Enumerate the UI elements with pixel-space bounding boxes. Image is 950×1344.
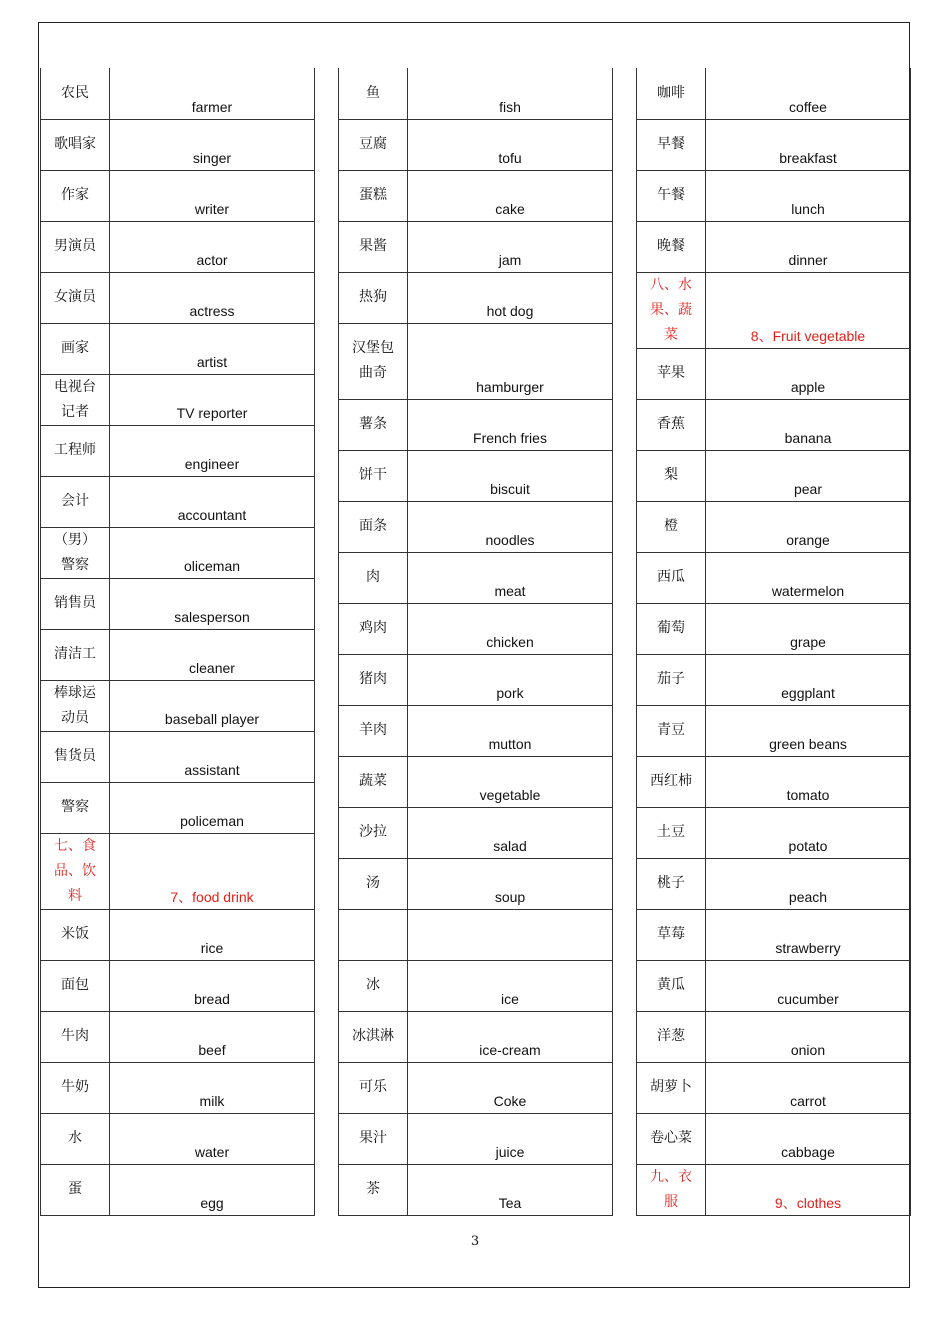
chinese-term	[41, 782, 110, 833]
chinese-term	[41, 731, 110, 782]
chinese-term	[41, 221, 110, 272]
table-row	[637, 68, 911, 119]
chinese-term-text: 女演员	[54, 289, 96, 305]
english-term: rice	[110, 909, 315, 960]
english-term: breakfast	[706, 119, 911, 170]
chinese-term	[339, 705, 408, 756]
table-row	[339, 960, 613, 1011]
chinese-term	[41, 680, 110, 731]
chinese-term	[339, 450, 408, 501]
vocab-table-3	[636, 68, 911, 1216]
chinese-term	[339, 170, 408, 221]
chinese-term-text: 豆腐	[359, 136, 387, 152]
table-row	[41, 680, 315, 731]
table-row	[339, 450, 613, 501]
chinese-term-text: 西红柿	[650, 773, 692, 789]
table-row	[339, 603, 613, 654]
english-term: actress	[110, 272, 315, 323]
english-term: ice	[408, 960, 613, 1011]
chinese-term	[637, 807, 706, 858]
chinese-term-text: 九、衣服	[650, 1168, 692, 1210]
english-term: lunch	[706, 170, 911, 221]
table-row	[339, 399, 613, 450]
chinese-term	[339, 399, 408, 450]
chinese-term-text: 售货员	[54, 748, 96, 764]
chinese-term	[637, 603, 706, 654]
chinese-term-text: 男演员	[54, 238, 96, 254]
table-row	[339, 501, 613, 552]
chinese-term-text: 饼干	[359, 467, 387, 483]
chinese-term	[41, 323, 110, 374]
chinese-term	[637, 1164, 706, 1215]
chinese-term	[637, 450, 706, 501]
chinese-term-text: 鸡肉	[359, 620, 387, 636]
chinese-term	[637, 552, 706, 603]
chinese-term	[339, 909, 408, 960]
chinese-term-text: 卷心菜	[650, 1130, 692, 1146]
chinese-term	[637, 119, 706, 170]
table-row	[339, 654, 613, 705]
table-row	[339, 68, 613, 119]
chinese-term	[339, 1164, 408, 1215]
english-term: vegetable	[408, 756, 613, 807]
chinese-term	[339, 68, 408, 119]
table-row	[637, 501, 911, 552]
chinese-term-text: 面条	[359, 518, 387, 534]
chinese-term-text: 咖啡	[657, 84, 685, 101]
chinese-term-text: 茄子	[657, 671, 685, 687]
chinese-term	[339, 807, 408, 858]
english-term: mutton	[408, 705, 613, 756]
chinese-term	[41, 1113, 110, 1164]
table-row	[637, 170, 911, 221]
english-term: cucumber	[706, 960, 911, 1011]
chinese-term	[637, 399, 706, 450]
table-row	[339, 705, 613, 756]
english-term: cabbage	[706, 1113, 911, 1164]
english-term: potato	[706, 807, 911, 858]
chinese-term-text: 米饭	[61, 926, 89, 942]
chinese-term-text: 午餐	[657, 187, 685, 203]
table-row	[637, 1113, 911, 1164]
english-term: cleaner	[110, 629, 315, 680]
english-term: soup	[408, 858, 613, 909]
english-term: onion	[706, 1011, 911, 1062]
chinese-term	[41, 425, 110, 476]
english-term: 9、clothes	[706, 1164, 911, 1215]
table-row	[339, 1062, 613, 1113]
chinese-term-text: 棒球运动员	[54, 684, 96, 726]
english-term: fish	[408, 68, 613, 119]
table-row	[637, 705, 911, 756]
chinese-term	[41, 1011, 110, 1062]
chinese-term-text: 冰	[366, 977, 380, 993]
english-term: ice-cream	[408, 1011, 613, 1062]
chinese-term-text: 茶	[366, 1181, 380, 1197]
chinese-term-text: 电视台记者	[54, 378, 96, 420]
table-row	[41, 782, 315, 833]
table-row	[41, 960, 315, 1011]
table-row	[41, 221, 315, 272]
english-term: French fries	[408, 399, 613, 450]
table-row	[41, 1113, 315, 1164]
english-term: actor	[110, 221, 315, 272]
table-row	[41, 1062, 315, 1113]
table-row	[637, 119, 911, 170]
chinese-term	[637, 170, 706, 221]
chinese-term	[637, 756, 706, 807]
chinese-term	[637, 654, 706, 705]
table-row	[637, 909, 911, 960]
chinese-term	[41, 1062, 110, 1113]
table-row	[41, 374, 315, 425]
english-term: egg	[110, 1164, 315, 1215]
chinese-term-text: 歌唱家	[54, 136, 96, 152]
chinese-term	[41, 68, 110, 119]
table-row	[339, 221, 613, 272]
table-row	[339, 170, 613, 221]
chinese-term	[637, 858, 706, 909]
table-row	[339, 1164, 613, 1215]
chinese-term	[339, 272, 408, 323]
english-term: writer	[110, 170, 315, 221]
chinese-term-text: 葡萄	[657, 620, 685, 636]
chinese-term-text: 薯条	[359, 416, 387, 432]
chinese-term-text: 土豆	[657, 824, 685, 840]
english-term: peach	[706, 858, 911, 909]
table-row	[339, 272, 613, 323]
english-term: carrot	[706, 1062, 911, 1113]
chinese-term-text: 洋葱	[657, 1028, 685, 1044]
chinese-term	[339, 1011, 408, 1062]
english-term: farmer	[110, 68, 315, 119]
vocab-table-1	[40, 68, 315, 1216]
chinese-term-text: 橙	[664, 518, 678, 534]
chinese-term	[637, 1113, 706, 1164]
chinese-term	[637, 705, 706, 756]
english-term: accountant	[110, 476, 315, 527]
english-term: watermelon	[706, 552, 911, 603]
vocab-table-2	[338, 68, 613, 1216]
chinese-term	[339, 603, 408, 654]
english-term: TV reporter	[110, 374, 315, 425]
english-term: tomato	[706, 756, 911, 807]
english-term: banana	[706, 399, 911, 450]
chinese-term-text: 黄瓜	[657, 977, 685, 993]
chinese-term	[41, 909, 110, 960]
chinese-term-text: 果酱	[359, 238, 387, 254]
chinese-term	[339, 221, 408, 272]
english-term: pork	[408, 654, 613, 705]
chinese-term-text: 胡萝卜	[650, 1079, 692, 1095]
table-row	[41, 170, 315, 221]
chinese-term-text: 猪肉	[359, 671, 387, 687]
chinese-term-text: 蛋糕	[359, 187, 387, 203]
chinese-term-text: 汉堡包 曲奇	[352, 340, 394, 381]
chinese-term	[41, 629, 110, 680]
table-row	[339, 552, 613, 603]
table-row	[41, 272, 315, 323]
chinese-term	[41, 527, 110, 578]
english-term: coffee	[706, 68, 911, 119]
chinese-term	[41, 272, 110, 323]
chinese-term-text: 青豆	[657, 722, 685, 738]
english-term: chicken	[408, 603, 613, 654]
english-term: pear	[706, 450, 911, 501]
table-row	[339, 1011, 613, 1062]
chinese-term-text: 鱼	[366, 84, 380, 101]
table-row	[41, 629, 315, 680]
table-row	[339, 323, 613, 399]
chinese-term	[339, 1062, 408, 1113]
english-term: noodles	[408, 501, 613, 552]
english-term: baseball player	[110, 680, 315, 731]
chinese-term-text: 水	[68, 1130, 82, 1146]
chinese-term	[41, 374, 110, 425]
table-row	[637, 1062, 911, 1113]
chinese-term-text: 热狗	[359, 289, 387, 305]
chinese-term	[637, 960, 706, 1011]
table-row	[339, 807, 613, 858]
chinese-term-text: 蛋	[68, 1181, 82, 1197]
chinese-term-text: 七、食品、饮料	[54, 837, 96, 904]
chinese-term-text: 销售员	[54, 595, 96, 611]
english-term: singer	[110, 119, 315, 170]
chinese-term-text: 八、水果、蔬菜	[650, 276, 692, 343]
chinese-term	[637, 909, 706, 960]
table-row	[637, 603, 911, 654]
english-term: eggplant	[706, 654, 911, 705]
chinese-term-text: 会计	[61, 493, 89, 509]
chinese-term	[41, 1164, 110, 1215]
chinese-term-text: 果汁	[359, 1130, 387, 1146]
chinese-term-text: 香蕉	[657, 416, 685, 432]
english-term: orange	[706, 501, 911, 552]
english-term: hot dog	[408, 272, 613, 323]
english-term: grape	[706, 603, 911, 654]
table-row	[339, 909, 613, 960]
chinese-term-text: 面包	[61, 977, 89, 993]
chinese-term-text: 草莓	[657, 926, 685, 942]
english-term: dinner	[706, 221, 911, 272]
chinese-term-text: 作家	[61, 187, 89, 203]
table-row	[41, 476, 315, 527]
table-row	[637, 960, 911, 1011]
chinese-term	[339, 756, 408, 807]
table-row	[41, 1164, 315, 1215]
table-row	[637, 1164, 911, 1215]
table-row	[41, 323, 315, 374]
chinese-term-text: 晚餐	[657, 238, 685, 254]
english-term: biscuit	[408, 450, 613, 501]
english-term: tofu	[408, 119, 613, 170]
english-term: beef	[110, 1011, 315, 1062]
chinese-term	[339, 654, 408, 705]
chinese-term-text: 牛奶	[61, 1079, 89, 1095]
chinese-term-text: 可乐	[359, 1079, 387, 1095]
table-row	[339, 1113, 613, 1164]
chinese-term	[637, 501, 706, 552]
english-term	[408, 909, 613, 960]
chinese-term	[339, 501, 408, 552]
table-row	[41, 1011, 315, 1062]
chinese-term-text: 桃子	[657, 875, 685, 891]
chinese-term-text: 梨	[664, 467, 678, 483]
english-term: bread	[110, 960, 315, 1011]
english-term: milk	[110, 1062, 315, 1113]
chinese-term	[339, 1113, 408, 1164]
english-term: jam	[408, 221, 613, 272]
english-term: artist	[110, 323, 315, 374]
table-row	[41, 578, 315, 629]
english-term: strawberry	[706, 909, 911, 960]
table-row	[637, 756, 911, 807]
table-row	[339, 119, 613, 170]
table-row	[637, 272, 911, 348]
chinese-term-text: 沙拉	[359, 824, 387, 840]
table-row	[41, 909, 315, 960]
chinese-term	[339, 858, 408, 909]
chinese-term-text: 清洁工	[54, 646, 96, 662]
table-row	[637, 450, 911, 501]
chinese-term	[637, 68, 706, 119]
english-term: Coke	[408, 1062, 613, 1113]
chinese-term-text: 早餐	[657, 136, 685, 152]
chinese-term	[637, 221, 706, 272]
english-term: juice	[408, 1113, 613, 1164]
table-row	[637, 1011, 911, 1062]
english-term: hamburger	[408, 323, 613, 399]
chinese-term-text: 西瓜	[657, 569, 685, 585]
english-term: assistant	[110, 731, 315, 782]
chinese-term	[41, 119, 110, 170]
chinese-term	[339, 323, 408, 399]
page-number: 3	[470, 1234, 480, 1249]
chinese-term-text: 肉	[366, 569, 380, 585]
english-term: meat	[408, 552, 613, 603]
chinese-term	[41, 833, 110, 909]
english-term: 8、Fruit vegetable	[706, 272, 911, 348]
chinese-term	[41, 170, 110, 221]
english-term: Tea	[408, 1164, 613, 1215]
table-row	[41, 68, 315, 119]
chinese-term-text: 冰淇淋	[352, 1028, 394, 1044]
english-term: salesperson	[110, 578, 315, 629]
table-row	[41, 527, 315, 578]
chinese-term-text: 工程师	[54, 442, 96, 458]
chinese-term-text: 警察	[61, 799, 89, 815]
chinese-term	[339, 119, 408, 170]
chinese-term	[637, 272, 706, 348]
chinese-term-text: 羊肉	[359, 722, 387, 738]
chinese-term	[339, 552, 408, 603]
table-row	[41, 425, 315, 476]
table-row	[339, 858, 613, 909]
chinese-term	[637, 348, 706, 399]
english-term: salad	[408, 807, 613, 858]
table-row	[637, 552, 911, 603]
table-row	[637, 399, 911, 450]
english-term: apple	[706, 348, 911, 399]
chinese-term-text: 汤	[366, 875, 380, 891]
english-term: water	[110, 1113, 315, 1164]
table-row	[637, 858, 911, 909]
table-row	[41, 119, 315, 170]
table-row	[637, 807, 911, 858]
chinese-term-text: 牛肉	[61, 1028, 89, 1044]
chinese-term	[41, 476, 110, 527]
table-row	[41, 833, 315, 909]
english-term: policeman	[110, 782, 315, 833]
table-row	[637, 221, 911, 272]
chinese-term	[637, 1011, 706, 1062]
chinese-term-text: 蔬菜	[359, 773, 387, 789]
chinese-term-text: 画家	[61, 340, 89, 356]
english-term: engineer	[110, 425, 315, 476]
english-term: oliceman	[110, 527, 315, 578]
table-row	[339, 756, 613, 807]
table-row	[637, 348, 911, 399]
table-row	[637, 654, 911, 705]
chinese-term-text: （男）警察	[54, 531, 96, 573]
chinese-term	[339, 960, 408, 1011]
chinese-term-text: 苹果	[657, 365, 685, 381]
english-term: green beans	[706, 705, 911, 756]
chinese-term	[637, 1062, 706, 1113]
chinese-term-text: 农民	[61, 84, 89, 101]
english-term: cake	[408, 170, 613, 221]
english-term: 7、food drink	[110, 833, 315, 909]
chinese-term	[41, 578, 110, 629]
chinese-term	[41, 960, 110, 1011]
table-row	[41, 731, 315, 782]
